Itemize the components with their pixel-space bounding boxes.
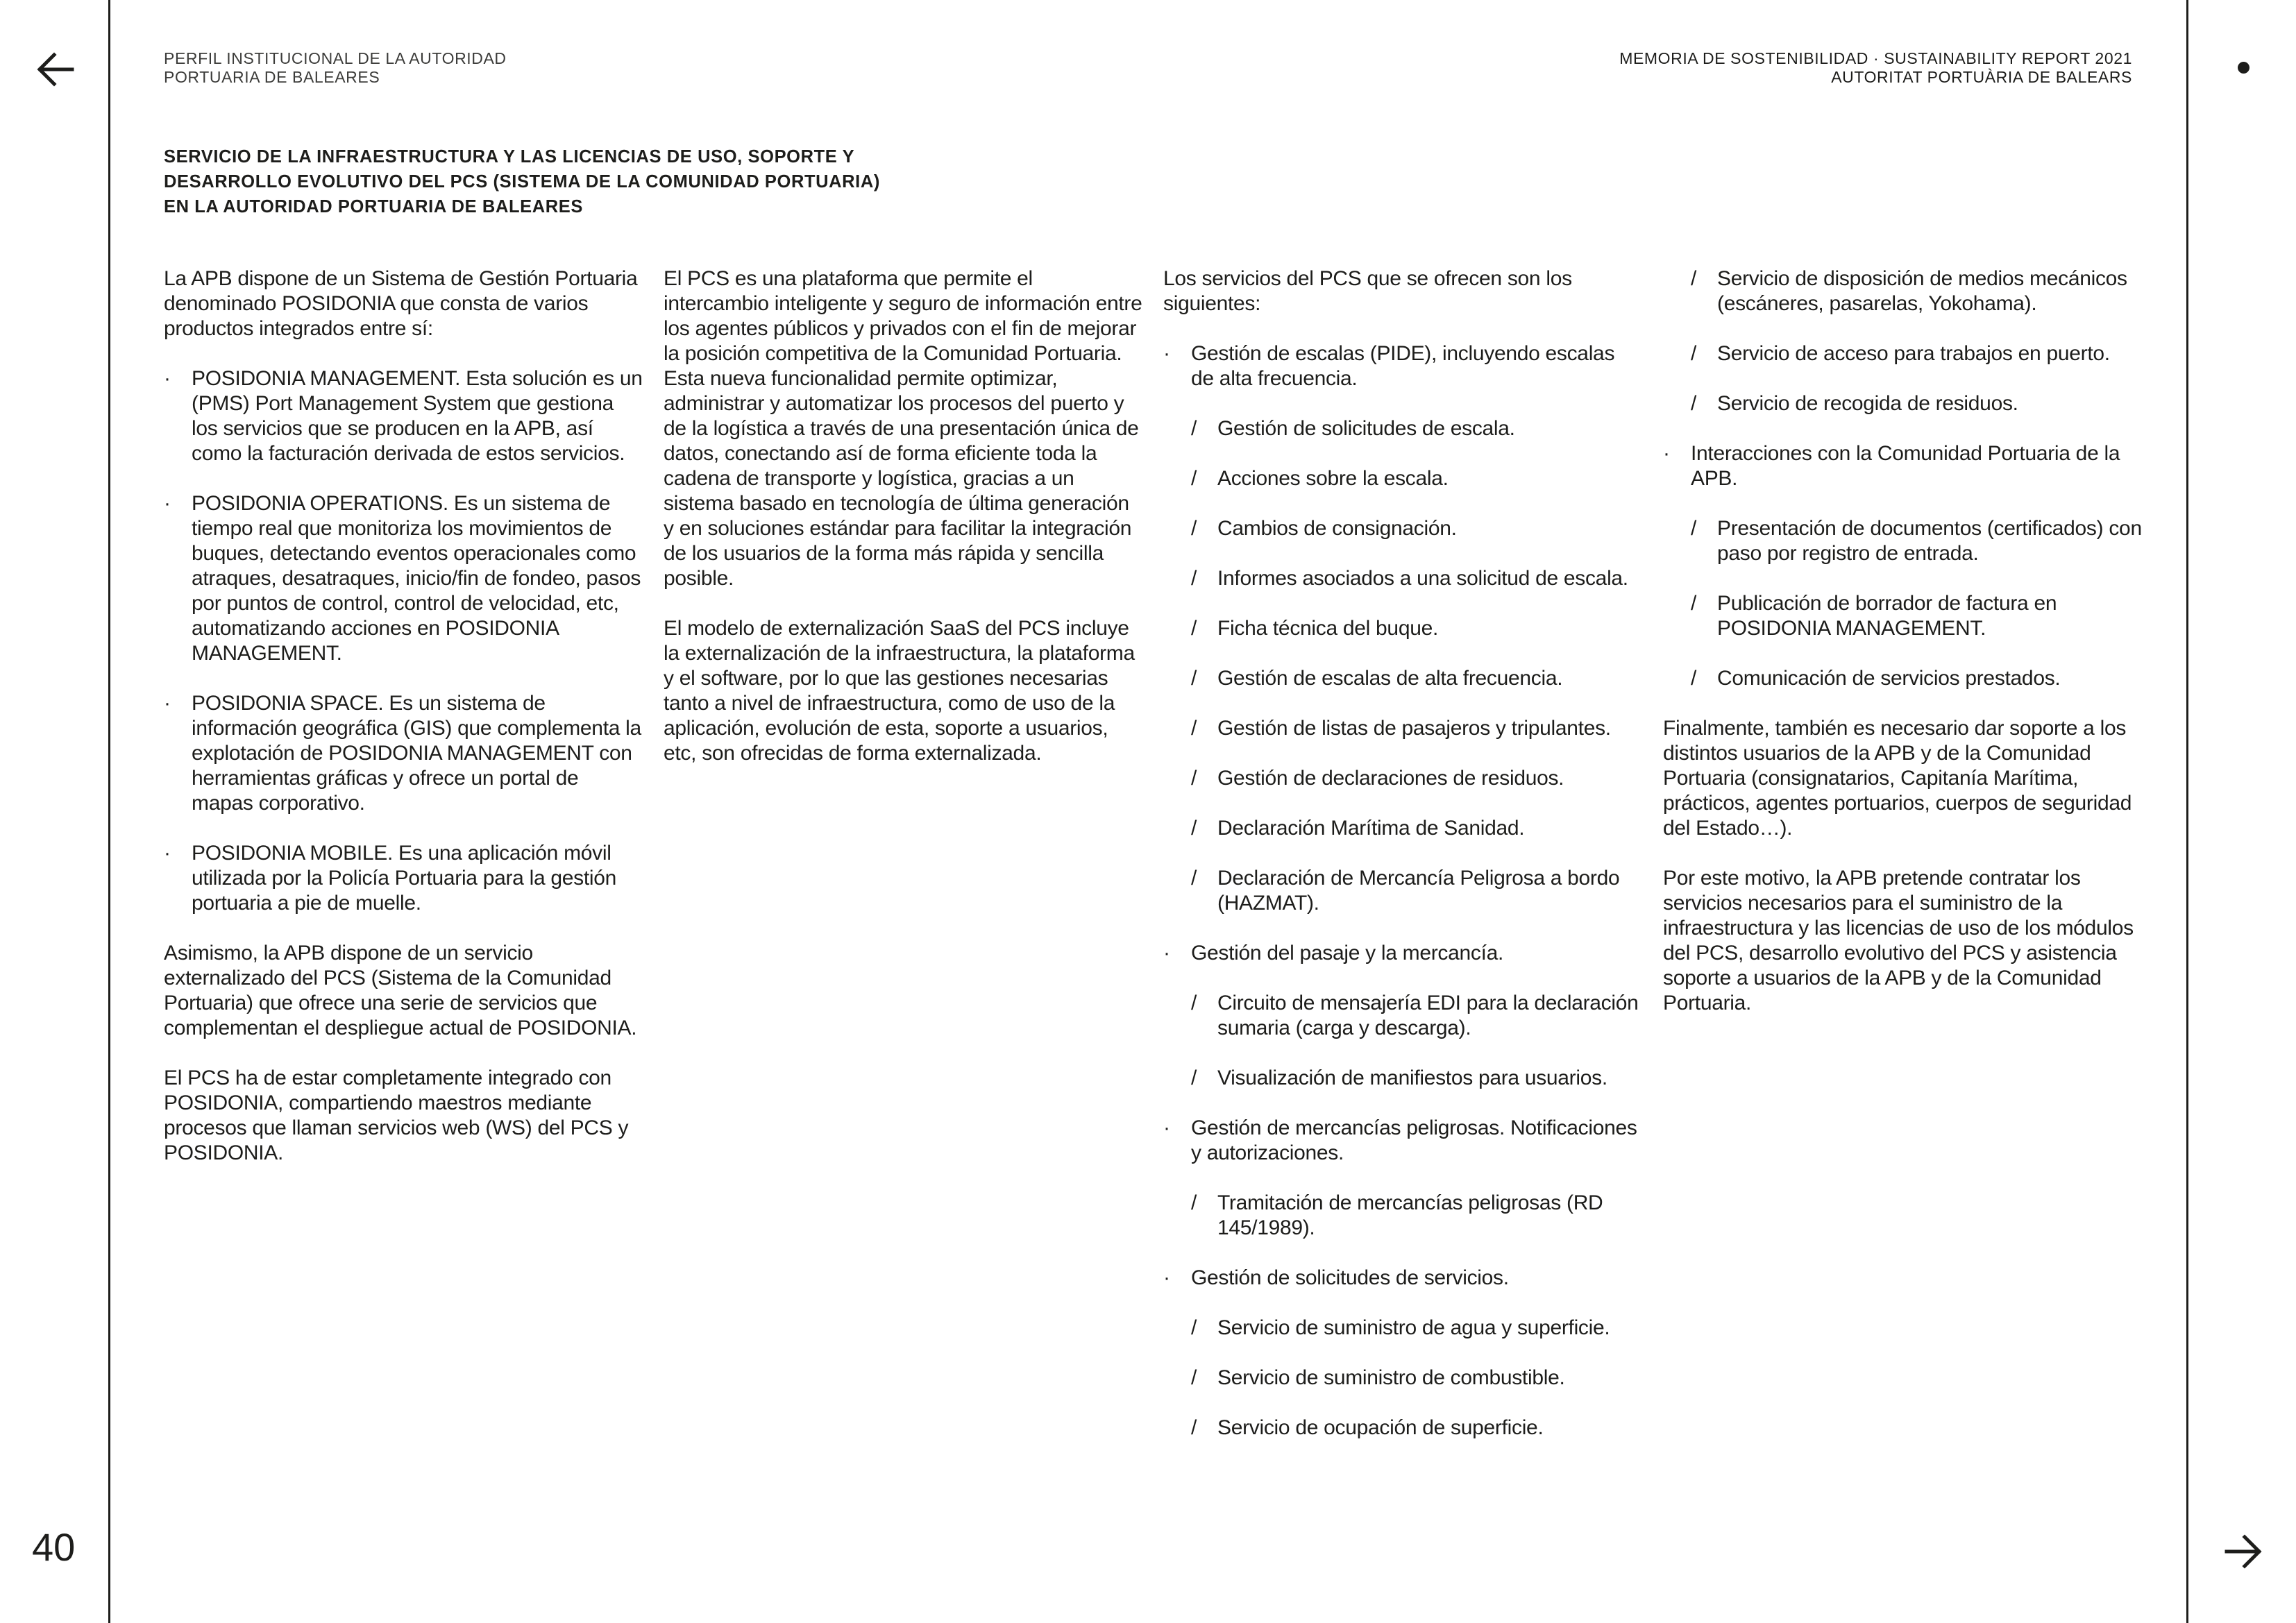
bullet-text: Gestión de escalas (PIDE), incluyendo escalas de alta frecuencia. — [1191, 342, 1615, 390]
sub-item-text: Declaración Marítima de Sanidad. — [1217, 817, 1525, 840]
bullet-text: POSIDONIA SPACE. Es un sistema de información geográfica (GIS) que complementa la explotación de POSIDONIA MANAGEMENT con herramientas gráficas y ofrece un portal de mapas corporativo. — [192, 692, 641, 815]
sub-item — [1163, 416, 1642, 441]
sub-item — [1163, 666, 1642, 691]
bullet-marker: · — [1163, 1266, 1170, 1289]
sub-item — [1163, 1366, 1642, 1391]
slash-marker: / — [1191, 1191, 1197, 1214]
text-column-4 — [1663, 266, 2149, 1041]
sub-item-text: Gestión de solicitudes de escala. — [1217, 417, 1515, 440]
sub-item-text: Servicio de ocupación de superficie. — [1217, 1416, 1544, 1439]
bullet-marker: · — [164, 692, 171, 715]
bullet-item — [1663, 441, 2149, 491]
sub-item-text: Comunicación de servicios prestados. — [1717, 667, 2061, 690]
sub-item — [1163, 516, 1642, 541]
running-head-right-line: MEMORIA DE SOSTENIBILIDAD · SUSTAINABILITY REPORT 2021 — [1619, 49, 2132, 67]
sub-item — [1163, 566, 1642, 591]
slash-marker: / — [1691, 667, 1697, 690]
slash-marker: / — [1691, 267, 1697, 290]
sub-item — [1163, 1066, 1642, 1091]
running-head-left-line: PERFIL INSTITUCIONAL DE LA AUTORIDAD — [164, 49, 507, 67]
running-head-right — [1619, 49, 2132, 87]
slash-marker: / — [1191, 1316, 1197, 1339]
slash-marker: / — [1691, 592, 1697, 615]
bullet-marker: · — [164, 492, 171, 515]
section-title-line: DESARROLLO EVOLUTIVO DEL PCS (SISTEMA DE LA COMUNIDAD PORTUARIA) — [164, 172, 880, 192]
slash-marker: / — [1191, 867, 1197, 890]
sub-item — [1163, 766, 1642, 791]
bullet-item — [164, 691, 643, 816]
bullet-marker: · — [1163, 1116, 1170, 1139]
sub-item-text: Servicio de acceso para trabajos en puerto. — [1717, 342, 2110, 365]
sub-item — [1163, 1316, 1642, 1341]
arrow-right-icon[interactable] — [2224, 1532, 2263, 1571]
bullet-text: Interacciones con la Comunidad Portuaria de la APB. — [1691, 442, 2120, 490]
slash-marker: / — [1191, 467, 1197, 490]
slash-marker: / — [1691, 392, 1697, 415]
slash-marker: / — [1191, 417, 1197, 440]
sub-item-text: Servicio de suministro de agua y superficie. — [1217, 1316, 1610, 1339]
paragraph: Por este motivo, la APB pretende contratar los servicios necesarios para el suministro de la infraestructura y las licencias de uso de los módulos del PCS, desarrollo evolutivo del PCS y asistencia soporte a usuarios de la APB y de la Comunidad Portuaria. — [1663, 867, 2134, 1014]
bullet-item — [164, 366, 643, 466]
bullet-marker: · — [1163, 342, 1170, 365]
slash-marker: / — [1191, 517, 1197, 540]
right-margin-rule — [2186, 0, 2188, 1623]
sub-item — [1163, 1191, 1642, 1241]
paragraph: La APB dispone de un Sistema de Gestión Portuaria denominado POSIDONIA que consta de varios productos integrados entre sí: — [164, 267, 638, 340]
left-margin-rule — [108, 0, 110, 1623]
sub-item-text: Gestión de escalas de alta frecuencia. — [1217, 667, 1563, 690]
bullet-item — [1163, 1116, 1642, 1166]
sub-item — [1663, 666, 2149, 691]
sub-item-text: Ficha técnica del buque. — [1217, 617, 1439, 640]
section-title — [164, 144, 880, 219]
bullet-text: POSIDONIA MOBILE. Es una aplicación móvil utilizada por la Policía Portuaria para la gestión portuaria a pie de muelle. — [192, 842, 617, 915]
slash-marker: / — [1691, 342, 1697, 365]
sub-item-text: Informes asociados a una solicitud de escala. — [1217, 567, 1628, 590]
slash-marker: / — [1691, 517, 1697, 540]
bullet-text: Gestión de solicitudes de servicios. — [1191, 1266, 1509, 1289]
slash-marker: / — [1191, 667, 1197, 690]
bullet-item — [1163, 1266, 1642, 1291]
arrow-left-icon[interactable] — [36, 50, 75, 89]
bullet-marker: · — [1163, 942, 1170, 965]
bullet-text: POSIDONIA OPERATIONS. Es un sistema de tiempo real que monitoriza los movimientos de buques, detectando eventos operacionales como atraques, desatraques, inicio/fin de fondeo, pasos por puntos de control, control de velocidad, etc, automatizando acciones en POSIDONIA MANAGEMENT. — [192, 492, 641, 665]
sub-item-text: Declaración de Mercancía Peligrosa a bordo (HAZMAT). — [1217, 867, 1620, 915]
slash-marker: / — [1191, 617, 1197, 640]
sub-item — [1663, 391, 2149, 416]
bullet-item — [164, 491, 643, 666]
text-column-3 — [1163, 266, 1642, 1465]
slash-marker: / — [1191, 992, 1197, 1014]
sub-item — [1663, 341, 2149, 366]
sub-item — [1163, 466, 1642, 491]
sub-item-text: Gestión de declaraciones de residuos. — [1217, 767, 1564, 790]
bullet-text: Gestión del pasaje y la mercancía. — [1191, 942, 1504, 965]
section-title-line: EN LA AUTORIDAD PORTUARIA DE BALEARES — [164, 197, 583, 216]
sub-item-text: Acciones sobre la escala. — [1217, 467, 1449, 490]
sub-item-text: Circuito de mensajería EDI para la declaración sumaria (carga y descarga). — [1217, 992, 1639, 1039]
slash-marker: / — [1191, 817, 1197, 840]
sub-item-text: Visualización de manifiestos para usuarios. — [1217, 1067, 1607, 1089]
text-column-1 — [164, 266, 643, 1191]
paragraph: El PCS ha de estar completamente integrado con POSIDONIA, compartiendo maestros mediante procesos que llaman servicios web (WS) del PCS y POSIDONIA. — [164, 1067, 629, 1164]
bullet-marker: · — [1663, 442, 1670, 465]
page-number: 40 — [32, 1525, 76, 1569]
bullet-text: Gestión de mercancías peligrosas. Notificaciones y autorizaciones. — [1191, 1116, 1637, 1164]
sub-item — [1663, 516, 2149, 566]
paragraph: Los servicios del PCS que se ofrecen son los siguientes: — [1163, 267, 1572, 315]
slash-marker: / — [1191, 717, 1197, 740]
sub-item-text: Servicio de recogida de residuos. — [1717, 392, 2018, 415]
sub-item-text: Presentación de documentos (certificados) con paso por registro de entrada. — [1717, 517, 2142, 565]
sub-item — [1163, 1416, 1642, 1441]
dot-icon — [2238, 62, 2249, 74]
slash-marker: / — [1191, 1067, 1197, 1089]
sub-item-text: Cambios de consignación. — [1217, 517, 1457, 540]
sub-item-text: Publicación de borrador de factura en POSIDONIA MANAGEMENT. — [1717, 592, 2057, 640]
running-head-right-line: AUTORITAT PORTUÀRIA DE BALEARS — [1831, 68, 2132, 86]
bullet-item — [1163, 341, 1642, 391]
sub-item — [1663, 266, 2149, 316]
bullet-marker: · — [164, 367, 171, 390]
bullet-item — [164, 841, 643, 916]
section-title-line: SERVICIO DE LA INFRAESTRUCTURA Y LAS LICENCIAS DE USO, SOPORTE Y — [164, 147, 855, 167]
bullet-marker: · — [164, 842, 171, 865]
slash-marker: / — [1191, 567, 1197, 590]
sub-item-text: Gestión de listas de pasajeros y tripulantes. — [1217, 717, 1611, 740]
sub-item — [1163, 991, 1642, 1041]
text-column-2 — [664, 266, 1142, 791]
bullet-text: POSIDONIA MANAGEMENT. Esta solución es un (PMS) Port Management System que gestiona los servicios que se producen en la APB, así como la facturación derivada de estos servicios. — [192, 367, 643, 465]
paragraph: Finalmente, también es necesario dar soporte a los distintos usuarios de la APB y de la Comunidad Portuaria (consignatarios, Capitanía Marítima, prácticos, agentes portuarios, cuerpos de seguridad del Estado…). — [1663, 717, 2132, 840]
slash-marker: / — [1191, 1416, 1197, 1439]
bullet-item — [1163, 941, 1642, 966]
slash-marker: / — [1191, 1366, 1197, 1389]
sub-item — [1163, 716, 1642, 741]
sub-item — [1163, 816, 1642, 841]
paragraph: El PCS es una plataforma que permite el intercambio inteligente y seguro de información entre los agentes públicos y privados con el fin de mejorar la posición competitiva de la Comunidad Portuaria. Esta nueva funcionalidad permite optimizar, administrar y automatizar los procesos del puerto y de la logística a través de una presentación única de datos, conectando así de forma eficiente toda la cadena de transporte y logística, gracias a un sistema basado en tecnología de última generación y en soluciones estándar para facilitar la integración de los usuarios de la forma más rápida y sencilla posible. — [664, 267, 1142, 590]
sub-item — [1163, 866, 1642, 916]
running-head-left-line: PORTUARIA DE BALEARES — [164, 68, 380, 86]
sub-item-text: Tramitación de mercancías peligrosas (RD 145/1989). — [1217, 1191, 1603, 1239]
paragraph: Asimismo, la APB dispone de un servicio externalizado del PCS (Sistema de la Comunidad Portuaria) que ofrece una serie de servicios que complementan el despliegue actual de POSIDONIA. — [164, 942, 637, 1039]
slash-marker: / — [1191, 767, 1197, 790]
running-head-left — [164, 49, 507, 87]
sub-item — [1663, 591, 2149, 641]
sub-item-text: Servicio de suministro de combustible. — [1217, 1366, 1565, 1389]
sub-item — [1163, 616, 1642, 641]
sub-item-text: Servicio de disposición de medios mecánicos (escáneres, pasarelas, Yokohama). — [1717, 267, 2127, 315]
paragraph: El modelo de externalización SaaS del PCS incluye la externalización de la infraestructura, la plataforma y el software, por lo que las gestiones necesarias tanto a nivel de infraestructura, como de uso de la aplicación, evolución de esta, soporte a usuarios, etc, son ofrecidas de forma externalizada. — [664, 617, 1135, 765]
